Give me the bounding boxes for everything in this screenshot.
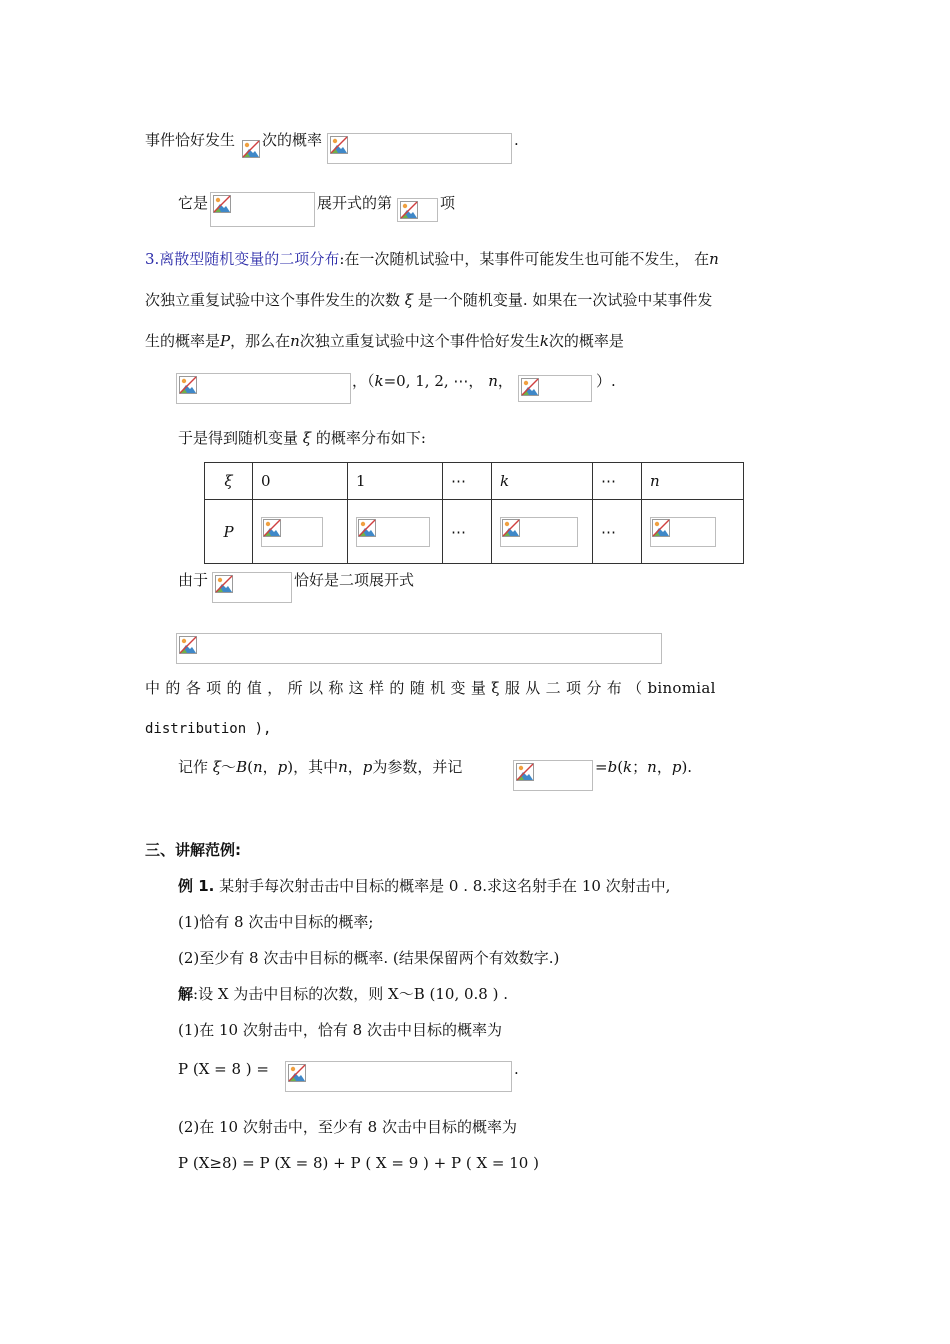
text: )，其中 [287, 758, 339, 776]
solution-line [178, 984, 508, 1004]
text: distribution ), [145, 721, 272, 737]
text: 中 的 各 项 的 值 ， 所 以 称 这 样 的 随 机 变 量 ξ 服 从 二 项 分 布 （ binomial [145, 679, 716, 697]
text: 次的概率是 [548, 332, 624, 350]
text: 它是 [178, 194, 209, 212]
cell-p1 [348, 500, 443, 564]
line-1 [145, 130, 235, 150]
cell-pk [492, 500, 593, 564]
text: 记作 [178, 758, 213, 776]
text: 展开式的第 [317, 194, 393, 212]
text: 次独立重复试验中这个事件发生的次数 [145, 291, 405, 309]
cell-p0 [253, 500, 348, 564]
broken-image-icon [502, 519, 520, 537]
text: 为参数，并记 [372, 758, 463, 776]
header-dots: ⋯ [443, 463, 492, 500]
formula-image-q [518, 375, 592, 402]
var-n: n [647, 758, 657, 776]
broken-image-icon [516, 763, 534, 781]
row-label-P: P [205, 500, 253, 564]
text: ， [262, 758, 278, 776]
text: 的概率分布如下: [311, 429, 426, 447]
text: ，（ [352, 372, 375, 390]
header-xi: ξ [205, 463, 253, 500]
solution-label: 解 [178, 985, 194, 1003]
text: ( [247, 758, 253, 776]
sec3-line-1 [145, 249, 719, 269]
text: ～ [221, 758, 237, 776]
text: 是一个随机变量. 如果在一次试验中某事件发 [413, 291, 713, 309]
solution-step-1: (1)在 10 次射击中，恰有 8 次击中目标的概率为 [178, 1021, 502, 1039]
broken-image-icon [358, 519, 376, 537]
solution-step-2: (2)在 10 次射击中，至少有 8 次击中目标的概率为 [178, 1118, 517, 1136]
text: ， [497, 372, 513, 390]
formula-image [261, 517, 323, 547]
text: 由于 [178, 571, 209, 589]
sec3-line-4 [352, 371, 513, 391]
var-n: n [252, 758, 263, 776]
var-xi: ξ [404, 291, 414, 309]
text: ）. [596, 372, 616, 390]
header-n: n [642, 463, 744, 500]
text: 恰好是二项展开式 [294, 571, 415, 589]
text: :在一次随机试验中，某事件可能发生也可能不发生， 在 [339, 250, 710, 268]
var-p: p [362, 758, 373, 776]
question-1: (1)恰有 8 次击中目标的概率; [178, 913, 374, 931]
text: 次独立重复试验中这个事件恰好发生 [299, 332, 540, 350]
header-dots: ⋯ [593, 463, 642, 500]
text: = [595, 758, 608, 776]
var-p: p [671, 758, 682, 776]
var-k: k [374, 372, 384, 390]
notation-line [178, 757, 462, 777]
formula-image [500, 517, 578, 547]
period: . [514, 1060, 519, 1078]
text: 某射手每次射击击中目标的概率是 0 . 8.求这名射手在 10 次射击中, [214, 877, 671, 895]
formula-image-term [397, 198, 438, 222]
text: =0, 1, 2, ⋯， [383, 372, 489, 390]
broken-image-icon [400, 201, 418, 219]
broken-image-icon [213, 195, 231, 213]
formula-image-pk [176, 373, 351, 404]
cell-dots: ⋯ [593, 500, 642, 564]
text: 次的概率 [262, 131, 323, 149]
cell-dots: ⋯ [443, 500, 492, 564]
line-1b [262, 130, 322, 150]
var-xi: ξ [212, 758, 222, 776]
broken-image-icon [179, 636, 197, 654]
formula-image-result [285, 1061, 512, 1092]
formula-image-sum [212, 572, 292, 603]
var-B: B [236, 758, 248, 776]
var-n: n [488, 372, 498, 390]
sec3-line-3 [145, 331, 624, 351]
text: ，那么在 [230, 332, 291, 350]
text: 事件恰好发生 [145, 131, 236, 149]
var-b: b [607, 758, 618, 776]
equation: P (X≥8) = P (X = 8) + P ( X = 9 ) + P ( X = 10 ) [178, 1154, 539, 1172]
header-k: k [492, 463, 593, 500]
table-row [205, 500, 744, 564]
formula-image-pk [513, 760, 593, 791]
table-row [205, 463, 744, 500]
broken-image-icon [652, 519, 670, 537]
header-1: 1 [348, 463, 443, 500]
var-k: k [623, 758, 633, 776]
example-line [178, 876, 670, 896]
header-0: 0 [253, 463, 348, 500]
period: . [514, 131, 519, 149]
notation-end [595, 757, 692, 777]
text: ， [656, 758, 672, 776]
formula-image [356, 517, 430, 547]
text: 于是得到随机变量 [178, 429, 303, 447]
formula-image-binomial [210, 192, 315, 227]
text: :设 X 为击中目标的次数，则 X～B (10, 0.8 ) . [193, 985, 509, 1003]
text: 项 [440, 194, 456, 212]
broken-image-icon [179, 376, 197, 394]
sec3-line-2 [145, 290, 712, 310]
section-title: 三、讲解范例: [145, 841, 241, 859]
var-n: n [709, 250, 719, 268]
broken-image-icon [242, 140, 260, 158]
broken-image-icon [521, 378, 539, 396]
var-k: k [539, 332, 549, 350]
question-2: (2)至少有 8 次击中目标的概率. (结果保留两个有效数字.) [178, 949, 560, 967]
var-p: p [277, 758, 288, 776]
broken-image-icon [288, 1064, 306, 1082]
formula-image-expansion [176, 633, 662, 664]
equation: P (X = 8 ) = [178, 1060, 269, 1078]
formula-image-probability [327, 133, 512, 164]
broken-image-icon [215, 575, 233, 593]
distribution-table [204, 462, 744, 564]
text: ( [617, 758, 624, 776]
table-intro [178, 428, 426, 448]
broken-image-icon [330, 136, 348, 154]
formula-image-k [242, 138, 260, 160]
text: 生的概率是 [145, 332, 221, 350]
var-P: P [220, 332, 231, 350]
section-heading: 3.离散型随机变量的二项分布 [145, 250, 340, 268]
text: ， [347, 758, 363, 776]
cell-pn [642, 500, 744, 564]
example-label: 例 1. [178, 877, 215, 895]
formula-image [650, 517, 716, 547]
text: ； [632, 758, 648, 776]
var-n: n [338, 758, 348, 776]
text: ). [681, 758, 693, 776]
var-xi: ξ [302, 429, 312, 447]
var-n: n [290, 332, 300, 350]
broken-image-icon [263, 519, 281, 537]
